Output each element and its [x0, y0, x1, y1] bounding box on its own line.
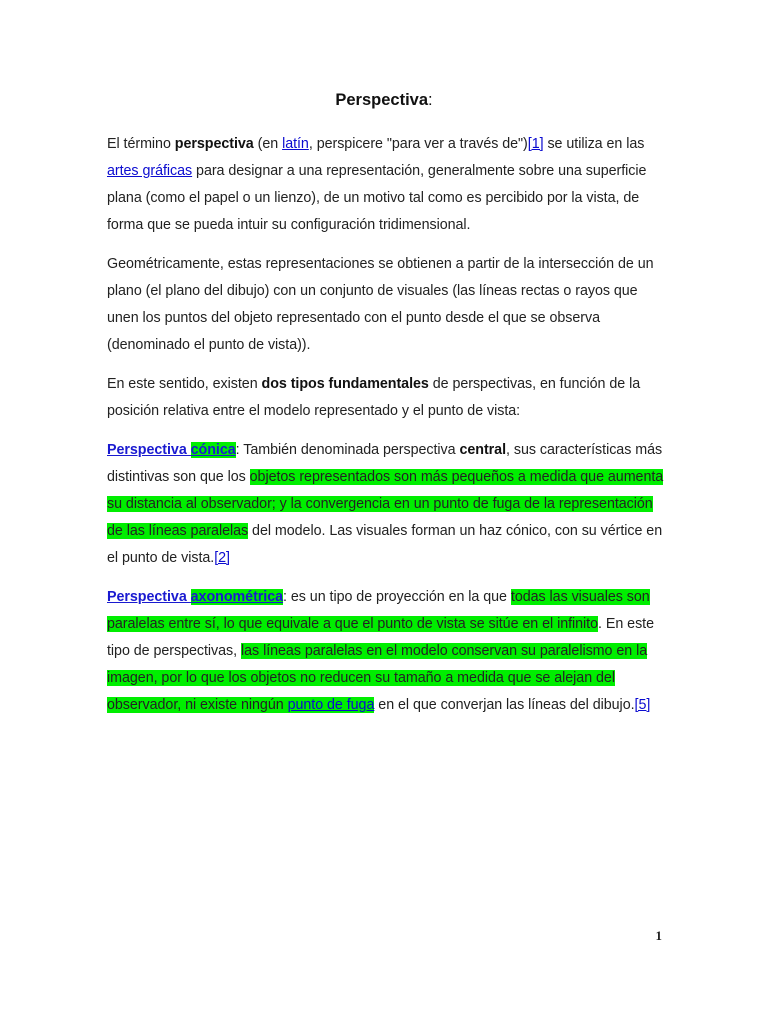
paragraph-types: [107, 371, 667, 425]
link-artes-graficas[interactable]: artes gráficas: [107, 163, 193, 179]
text: del modelo. Las visuales forman un haz cónico, con su vértice en el punto de vista.: [107, 523, 663, 566]
bold-term-central: central: [459, 442, 507, 458]
bold-term-perspectiva: perspectiva: [174, 136, 254, 152]
highlighted-text: todas las visuales son paralelas entre sí, lo que equivale a que el punto de vista se sitúe en el infinito: [107, 589, 650, 632]
link-conica-highlighted[interactable]: cónica: [190, 442, 236, 458]
document-title: [0, 91, 768, 110]
title-text: Perspectiva: [335, 91, 429, 109]
highlighted-text: objetos representados son más pequeños a medida que aumenta su distancia al observador; y la convergencia en un punto de fuga de la representación de las líneas paralelas: [107, 469, 664, 539]
bold-term-tipos: dos tipos fundamentales: [261, 376, 429, 392]
link-axonometrica-highlighted[interactable]: axonométrica: [190, 589, 284, 605]
text: , perspicere "para ver a través de"): [308, 136, 528, 152]
text: (en: [253, 136, 283, 152]
paragraph-definition: [107, 131, 667, 239]
link-perspectiva-axonometrica[interactable]: Perspectiva: [107, 589, 191, 605]
reference-link-2[interactable]: [2]: [214, 550, 230, 566]
text: En este sentido, existen: [107, 376, 262, 392]
text: : También denominada perspectiva: [235, 442, 460, 458]
highlighted-text: las líneas paralelas en el modelo conservan su paralelismo en la imagen, por lo que los objetos no reducen su tamaño a medida que se alejan del observador, ni existe ningún: [107, 643, 648, 713]
paragraph-axonometrica: [107, 584, 667, 719]
text: El término: [107, 136, 175, 152]
reference-link-1[interactable]: [1]: [527, 136, 544, 152]
text: se utiliza en las: [543, 136, 645, 152]
link-perspectiva-conica[interactable]: Perspectiva: [107, 442, 191, 458]
reference-link-5[interactable]: [5]: [634, 697, 651, 713]
page-number: 1: [655, 928, 662, 943]
paragraph-geometry: Geométricamente, estas representaciones se obtienen a partir de la intersección de un plano (el plano del dibujo) con un conjunto de visuales (las líneas rectas o rayos que unen los puntos del objeto representado con el punto desde el que se observa (denominado el punto de vista)).: [107, 256, 654, 353]
paragraph-conica: [107, 437, 667, 572]
text: , sus características más distintivas son que los: [107, 442, 663, 485]
link-latin[interactable]: latín: [282, 136, 309, 152]
link-punto-de-fuga[interactable]: punto de fuga: [287, 697, 375, 713]
text: para designar a una representación, generalmente sobre una superficie plana (como el papel o un lienzo), de un motivo tal como es percibido por la vista, de forma que se pueda intuir su configuración tridimensional.: [107, 163, 647, 233]
text: : es un tipo de proyección en la que: [283, 589, 511, 605]
title-colon: :: [428, 91, 433, 109]
text: de perspectivas, en función de la posición relativa entre el modelo representado y el punto de vista:: [107, 376, 641, 419]
text: en el que converjan las líneas del dibujo.: [374, 697, 635, 713]
text: . En este tipo de perspectivas,: [107, 616, 654, 659]
